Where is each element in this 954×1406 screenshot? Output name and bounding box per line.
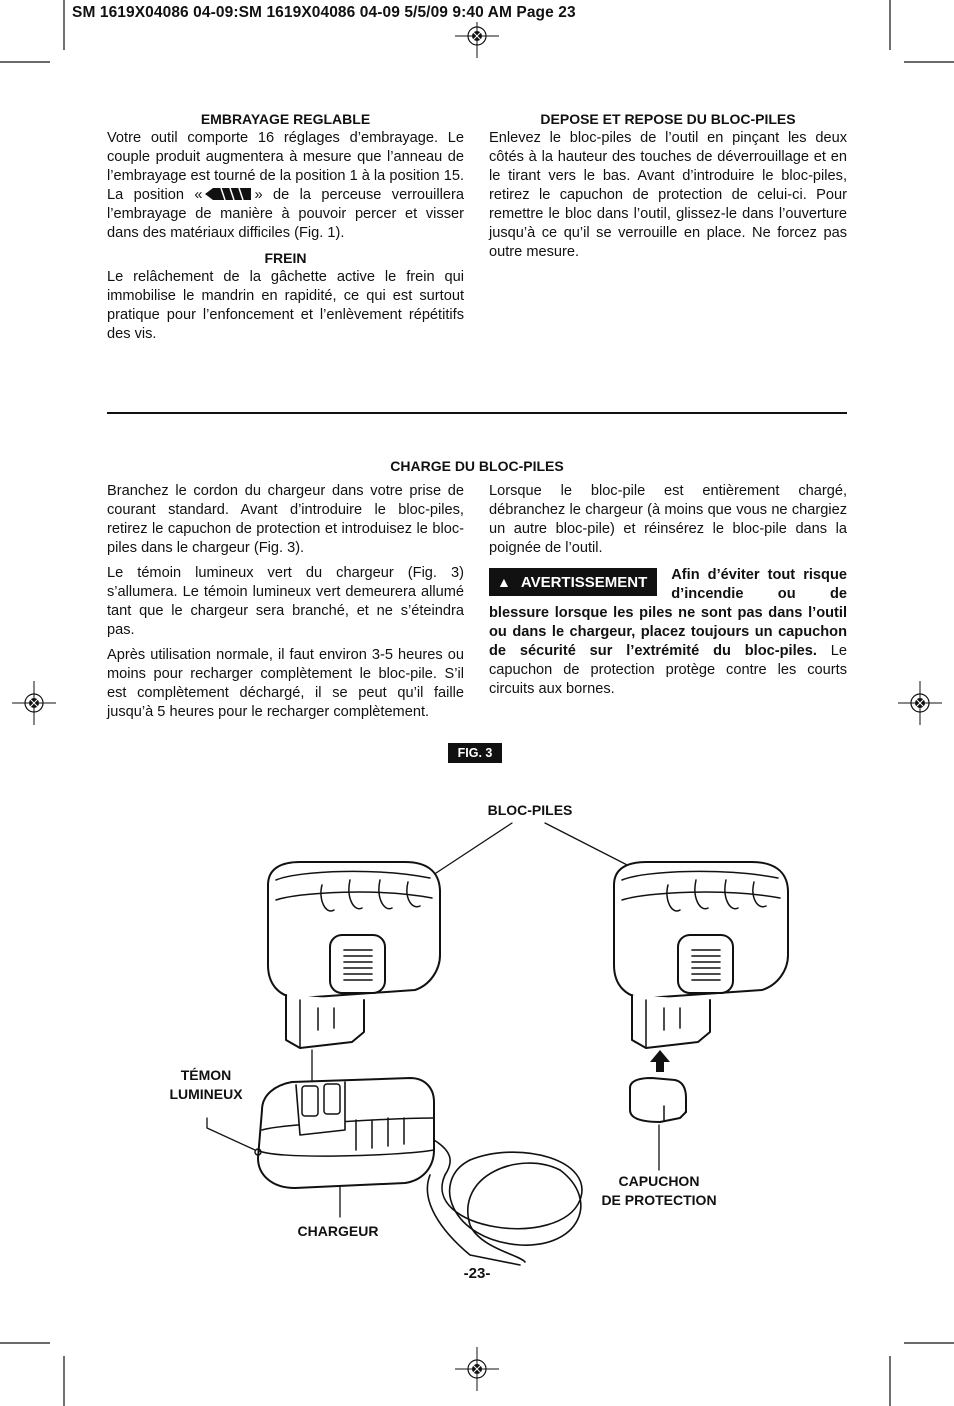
charge-left-p3: Après utilisation normale, il faut environ 3-5 heures ou moins pour recharger complètement le bloc-pile. S’il est complètement déchargé, il se peut qu’il faille jusqu’à 5 heures pour le recharger complètement. — [107, 647, 464, 720]
label-chargeur: CHARGEUR — [297, 1223, 379, 1239]
charge-left-p1: Branchez le cordon du chargeur dans votre prise de courant standard. Avant d’introduire le bloc-piles, retirez le capuchon de protection et introduisez le bloc-piles dans le chargeur (Fig. 3). — [107, 483, 464, 556]
label-capuchon — [594, 1172, 724, 1210]
battery-pack-left — [268, 862, 440, 1048]
label-temoin-line1: TÉMON — [180, 1067, 232, 1083]
depose-heading: DEPOSE ET REPOSE DU BLOC-PILES — [540, 111, 796, 127]
depose-text: Enlevez le bloc-piles de l’outil en pinçant les deux côtés à la hauteur des touches de déverrouillage et en le tirant vers le bas. Avant d’introduire le bloc-piles, retirez le capuchon de protection de celui-ci. Pour remettre le bloc dans l’outil, glissez-le dans l’ouverture jusqu’à ce qu’il se verrouille en place. Ne forcez pas outre mesure. — [489, 130, 847, 260]
warning-bold-text: Afin d’éviter tout risque d’incendie ou de blessure lorsque les piles ne sont pas dans l’outil ou dans le chargeur, placez toujours un capuchon de sécurité sur l’extrémité du bloc-piles. — [489, 567, 847, 659]
embrayage-text-b: » de la perceuse verrouillera l’embrayage de manière à pouvoir percer et visser dans des matériaux difficiles (Fig. 1). — [107, 187, 464, 241]
print-slug: SM 1619X04086 04-09:SM 1619X04086 04-09 5/5/09 9:40 AM Page 23 — [72, 4, 576, 21]
battery-pack-right — [614, 862, 788, 1048]
frein-text: Le relâchement de la gâchette active le frein qui immobilise le mandrin en rapidité, ce qui est surtout pratique pour l’enfoncement et l’enlèvement répétitifs des vis. — [107, 269, 464, 342]
charge-heading: CHARGE DU BLOC-PILES — [390, 458, 564, 474]
insert-arrow-icon — [650, 1050, 670, 1072]
charger — [255, 1078, 434, 1188]
label-temoin — [160, 1066, 252, 1104]
charge-right-p1: Lorsque le bloc-pile est entièrement chargé, débranchez le chargeur (à moins que vous ne chargiez un autre bloc-pile) et réinsérez le bloc-pile dans la poignée de l’outil. — [489, 483, 847, 556]
warning-triangle-icon: ▲ — [497, 574, 511, 590]
warning-label: ▲ AVERTISSEMENT — [489, 568, 657, 596]
label-bloc-piles: BLOC-PILES — [487, 802, 573, 818]
protective-cap — [630, 1078, 686, 1122]
frein-heading: FREIN — [264, 250, 307, 266]
charge-left-p2: Le témoin lumineux vert du chargeur (Fig. 3) s’allumera. Le témoin lumineux vert demeurera allumé tant que le chargeur sera branché, et ne s’éteindra pas. — [107, 565, 464, 638]
label-capuchon-line1: CAPUCHON — [618, 1173, 700, 1189]
label-capuchon-line2: DE PROTECTION — [601, 1192, 717, 1208]
embrayage-heading: EMBRAYAGE REGLABLE — [200, 111, 371, 127]
power-cord — [427, 1140, 582, 1265]
page-number: -23- — [463, 1265, 491, 1282]
embrayage-text-a: Votre outil comporte 16 réglages d’embrayage. Le couple produit augmentera à mesure que l’anneau de l’embrayage est tourné de la position 1 à la position 15. La position « — [107, 130, 464, 203]
warning-text: Le capuchon de protection protège contre les courts circuits aux bornes. — [489, 643, 847, 697]
label-temoin-line2: LUMINEUX — [169, 1086, 243, 1102]
figure-tag: FIG. 3 — [448, 743, 502, 763]
